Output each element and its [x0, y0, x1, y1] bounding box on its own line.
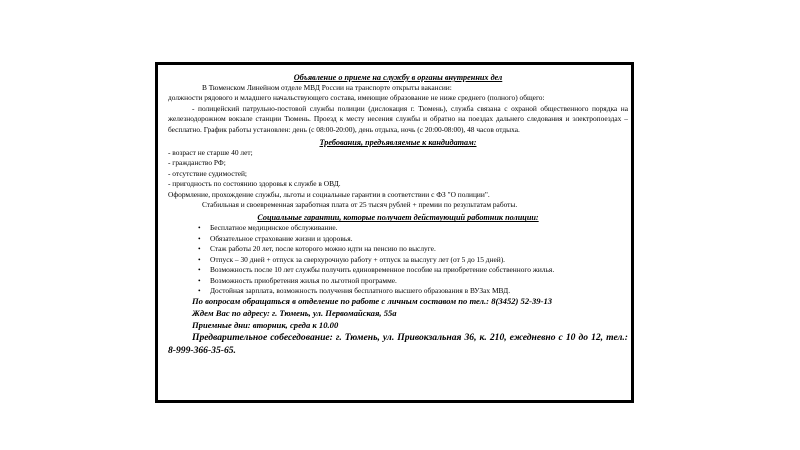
- list-item: [168, 276, 628, 286]
- salary-text: Стабильная и своевременная заработная плата от 25 тысяч рублей + премии по результатам работы.: [202, 200, 518, 210]
- guarantees-title: Социальные гарантии, которые получает действующий работник полиции:: [257, 213, 539, 223]
- guarantees-list: [168, 223, 628, 296]
- requirements-title: Требования, предъявляемые к кандидатам:: [319, 138, 477, 148]
- reception-line: Приемные дни: вторник, среда к 10.00: [192, 319, 339, 330]
- list-item: [168, 244, 628, 254]
- list-item: [168, 234, 628, 244]
- requirement-item: - гражданство РФ;: [168, 158, 226, 168]
- guarantee-text: Возможность после 10 лет службы получить единовременное пособие на приобретение собственного жилья.: [210, 265, 555, 275]
- notice-content: [168, 72, 628, 392]
- contact-line: По вопросам обращаться в отделение по работе с личным составом по тел.: 8(3452) 52-39-13: [192, 296, 553, 307]
- requirement-item: - отсутствие судимостей;: [168, 168, 247, 178]
- interview-line: Предварительное собеседование: г. Тюмень, ул. Привокзальная 36, к. 210, ежедневно с 10 до 12, тел.: 8-999-366-35-65.: [168, 332, 628, 357]
- requirement-item: - возраст не старше 40 лет;: [168, 148, 253, 158]
- bullet-icon: •: [198, 275, 201, 285]
- guarantee-text: Обязательное страхование жизни и здоровья.: [210, 233, 353, 243]
- bullet-icon: •: [198, 265, 201, 275]
- notice-title: Объявление о приеме на службу в органы внутренних дел: [293, 73, 503, 82]
- list-item: [168, 265, 628, 275]
- guarantee-text: Возможность приобретения жилья по льготной программе.: [210, 275, 397, 285]
- guarantee-text: Достойная зарплата, возможность получения бесплатного высшего образования в ВУЗах МВД.: [210, 285, 511, 295]
- guarantee-text: Отпуск – 30 дней + отпуск за сверхурочную работу + отпуск за выслугу лет (от 5 до 15 дней).: [210, 254, 506, 264]
- guarantee-text: Бесплатное медицинское обслуживание.: [210, 223, 338, 233]
- bullet-icon: •: [198, 233, 201, 243]
- bullet-icon: •: [198, 223, 201, 233]
- bullet-icon: •: [198, 254, 201, 264]
- intro-line-1: В Тюменском Линейном отделе МВД России на транспорте открыты вакансии:: [202, 83, 452, 92]
- requirement-item: - пригодность по состоянию здоровья к службе в ОВД.: [168, 179, 341, 189]
- guarantee-text: Стаж работы 20 лет, после которого можно идти на пенсию по выслуге.: [210, 244, 436, 254]
- address-line: Ждем Вас по адресу: г. Тюмень, ул. Первомайская, 55а: [192, 307, 397, 318]
- bullet-icon: •: [198, 244, 201, 254]
- intro-line-2: должности рядового и младшего начальствующего состава, имеющие образование не ниже среднего (полного) общего:: [168, 93, 545, 103]
- bullet-icon: •: [198, 285, 201, 295]
- list-item: [168, 223, 628, 233]
- registration-text: Оформление, прохождение службы, льготы и социальные гарантии в соответствии с ФЗ "О полиции".: [168, 189, 490, 199]
- list-item: [168, 286, 628, 296]
- position-description: - полицейский патрульно-постовой службы полиции (дислокация г. Тюмень), служба связана с охраной общественного порядка на железнодорожном вокзале станции Тюмень. Проезд к месту несения службы и обратно на поездах дальнего следования и электропоездах – бесплатно. График работы установлен: день (с 08:00-20:00), день отдыха, ночь (с 20:00-08:00), 48 часов отдыха.: [168, 103, 628, 134]
- list-item: [168, 255, 628, 265]
